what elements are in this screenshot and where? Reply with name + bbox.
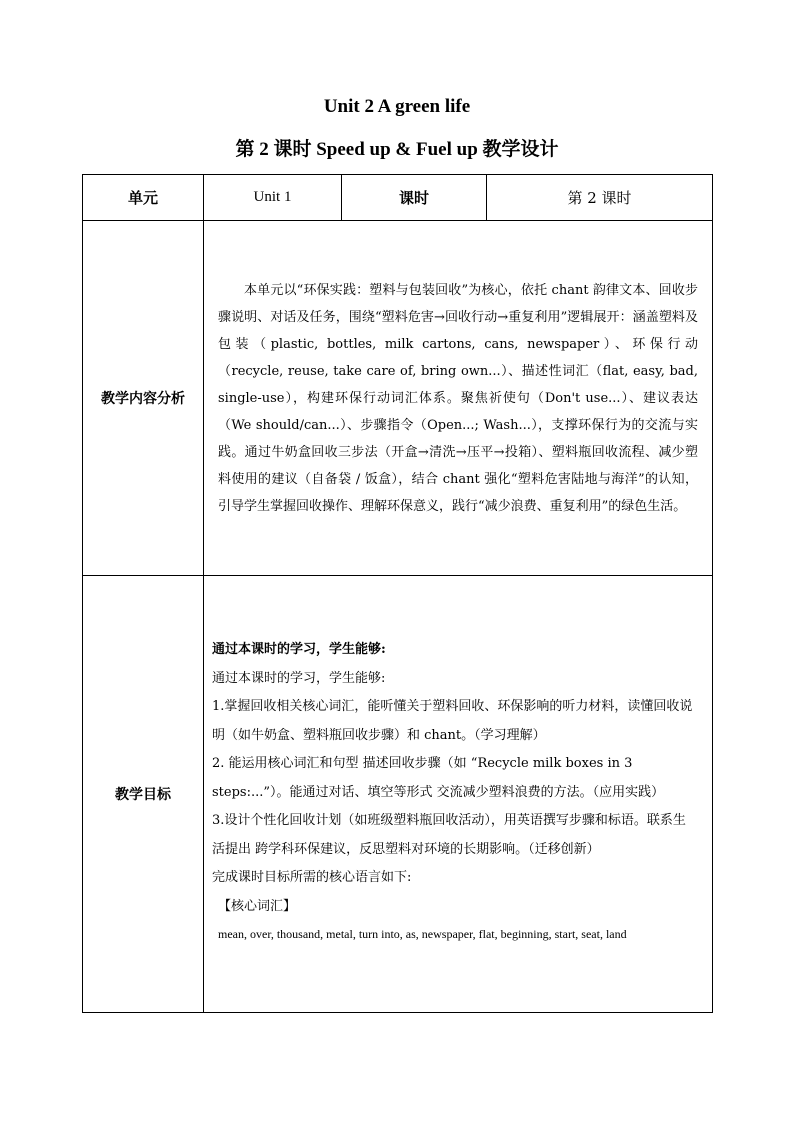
unit-value: Unit 1: [204, 175, 342, 221]
goal-item-1: 1.掌握回收相关核心词汇，能听懂关于塑料回收、环保影响的听力材料，读懂回收说明（如牛奶盒、塑料瓶回收步骤）和 chant。（学习理解）: [212, 699, 693, 743]
core-language-intro: 完成课时目标所需的核心语言如下:: [212, 870, 412, 885]
lesson-plan-table: [82, 174, 713, 1013]
vocab-list: mean, over, thousand, metal, turn into, as, newspaper, flat, beginning, start, seat, land: [218, 927, 627, 941]
analysis-content: [204, 221, 713, 576]
goals-content: [204, 576, 713, 1013]
goal-item-3: 3.设计个性化回收计划（如班级塑料瓶回收活动），用英语撰写步骤和标语。联系生活提出 跨学科环保建议，反思塑料对环境的长期影响。（迁移创新）: [212, 813, 686, 857]
goals-row: [83, 576, 713, 1013]
goals-label: 教学目标: [83, 576, 204, 1013]
goal-item-2: 2. 能运用核心词汇和句型 描述回收步骤（如 “Recycle milk boxes in 3 steps:...”）。能通过对话、填空等形式 交流减少塑料浪费的方法。（应用实践）: [212, 756, 665, 800]
vocab-heading: 【核心词汇】: [218, 898, 297, 914]
header-row: [83, 175, 713, 221]
lesson-value: 第 2 课时: [487, 175, 713, 221]
lesson-label: 课时: [342, 175, 487, 221]
unit-label: 单元: [83, 175, 204, 221]
document-subtitle: 第 2 课时 Speed up & Fuel up 教学设计: [235, 139, 559, 160]
goals-intro-bold: 通过本课时的学习，学生能够:: [212, 642, 386, 657]
analysis-text: 本单元以“环保实践：塑料与包装回收”为核心，依托 chant 韵律文本、回收步骤说明、对话及任务，围绕“塑料危害→回收行动→重复利用”逻辑展开：涵盖塑料及包装（plastic, bottles, milk cartons, cans, newspaper）、环保行动（recycle, reuse, take care of, bring own...）、描述性词汇（flat, easy, bad, single-use），构建环保行动词汇体系。聚焦祈使句（Don't use...）、建议表达（We should/can...）、步骤指令（Open...; Wash...），支撑环保行为的交流与实践。通过牛奶盒回收三步法（开盒→清洗→压平→投箱）、塑料瓶回收流程、减少塑料使用的建议（自备袋 / 饭盒），结合 chant 强化“塑料危害陆地与海洋”的认知，引导学生掌握回收操作、理解环保意义，践行“减少浪费、重复利用”的绿色生活。: [218, 282, 698, 514]
document-title: Unit 2 A green life: [323, 96, 471, 117]
analysis-row: [83, 221, 713, 576]
analysis-label: 教学内容分析: [83, 221, 204, 576]
goals-intro: 通过本课时的学习，学生能够:: [212, 670, 386, 686]
